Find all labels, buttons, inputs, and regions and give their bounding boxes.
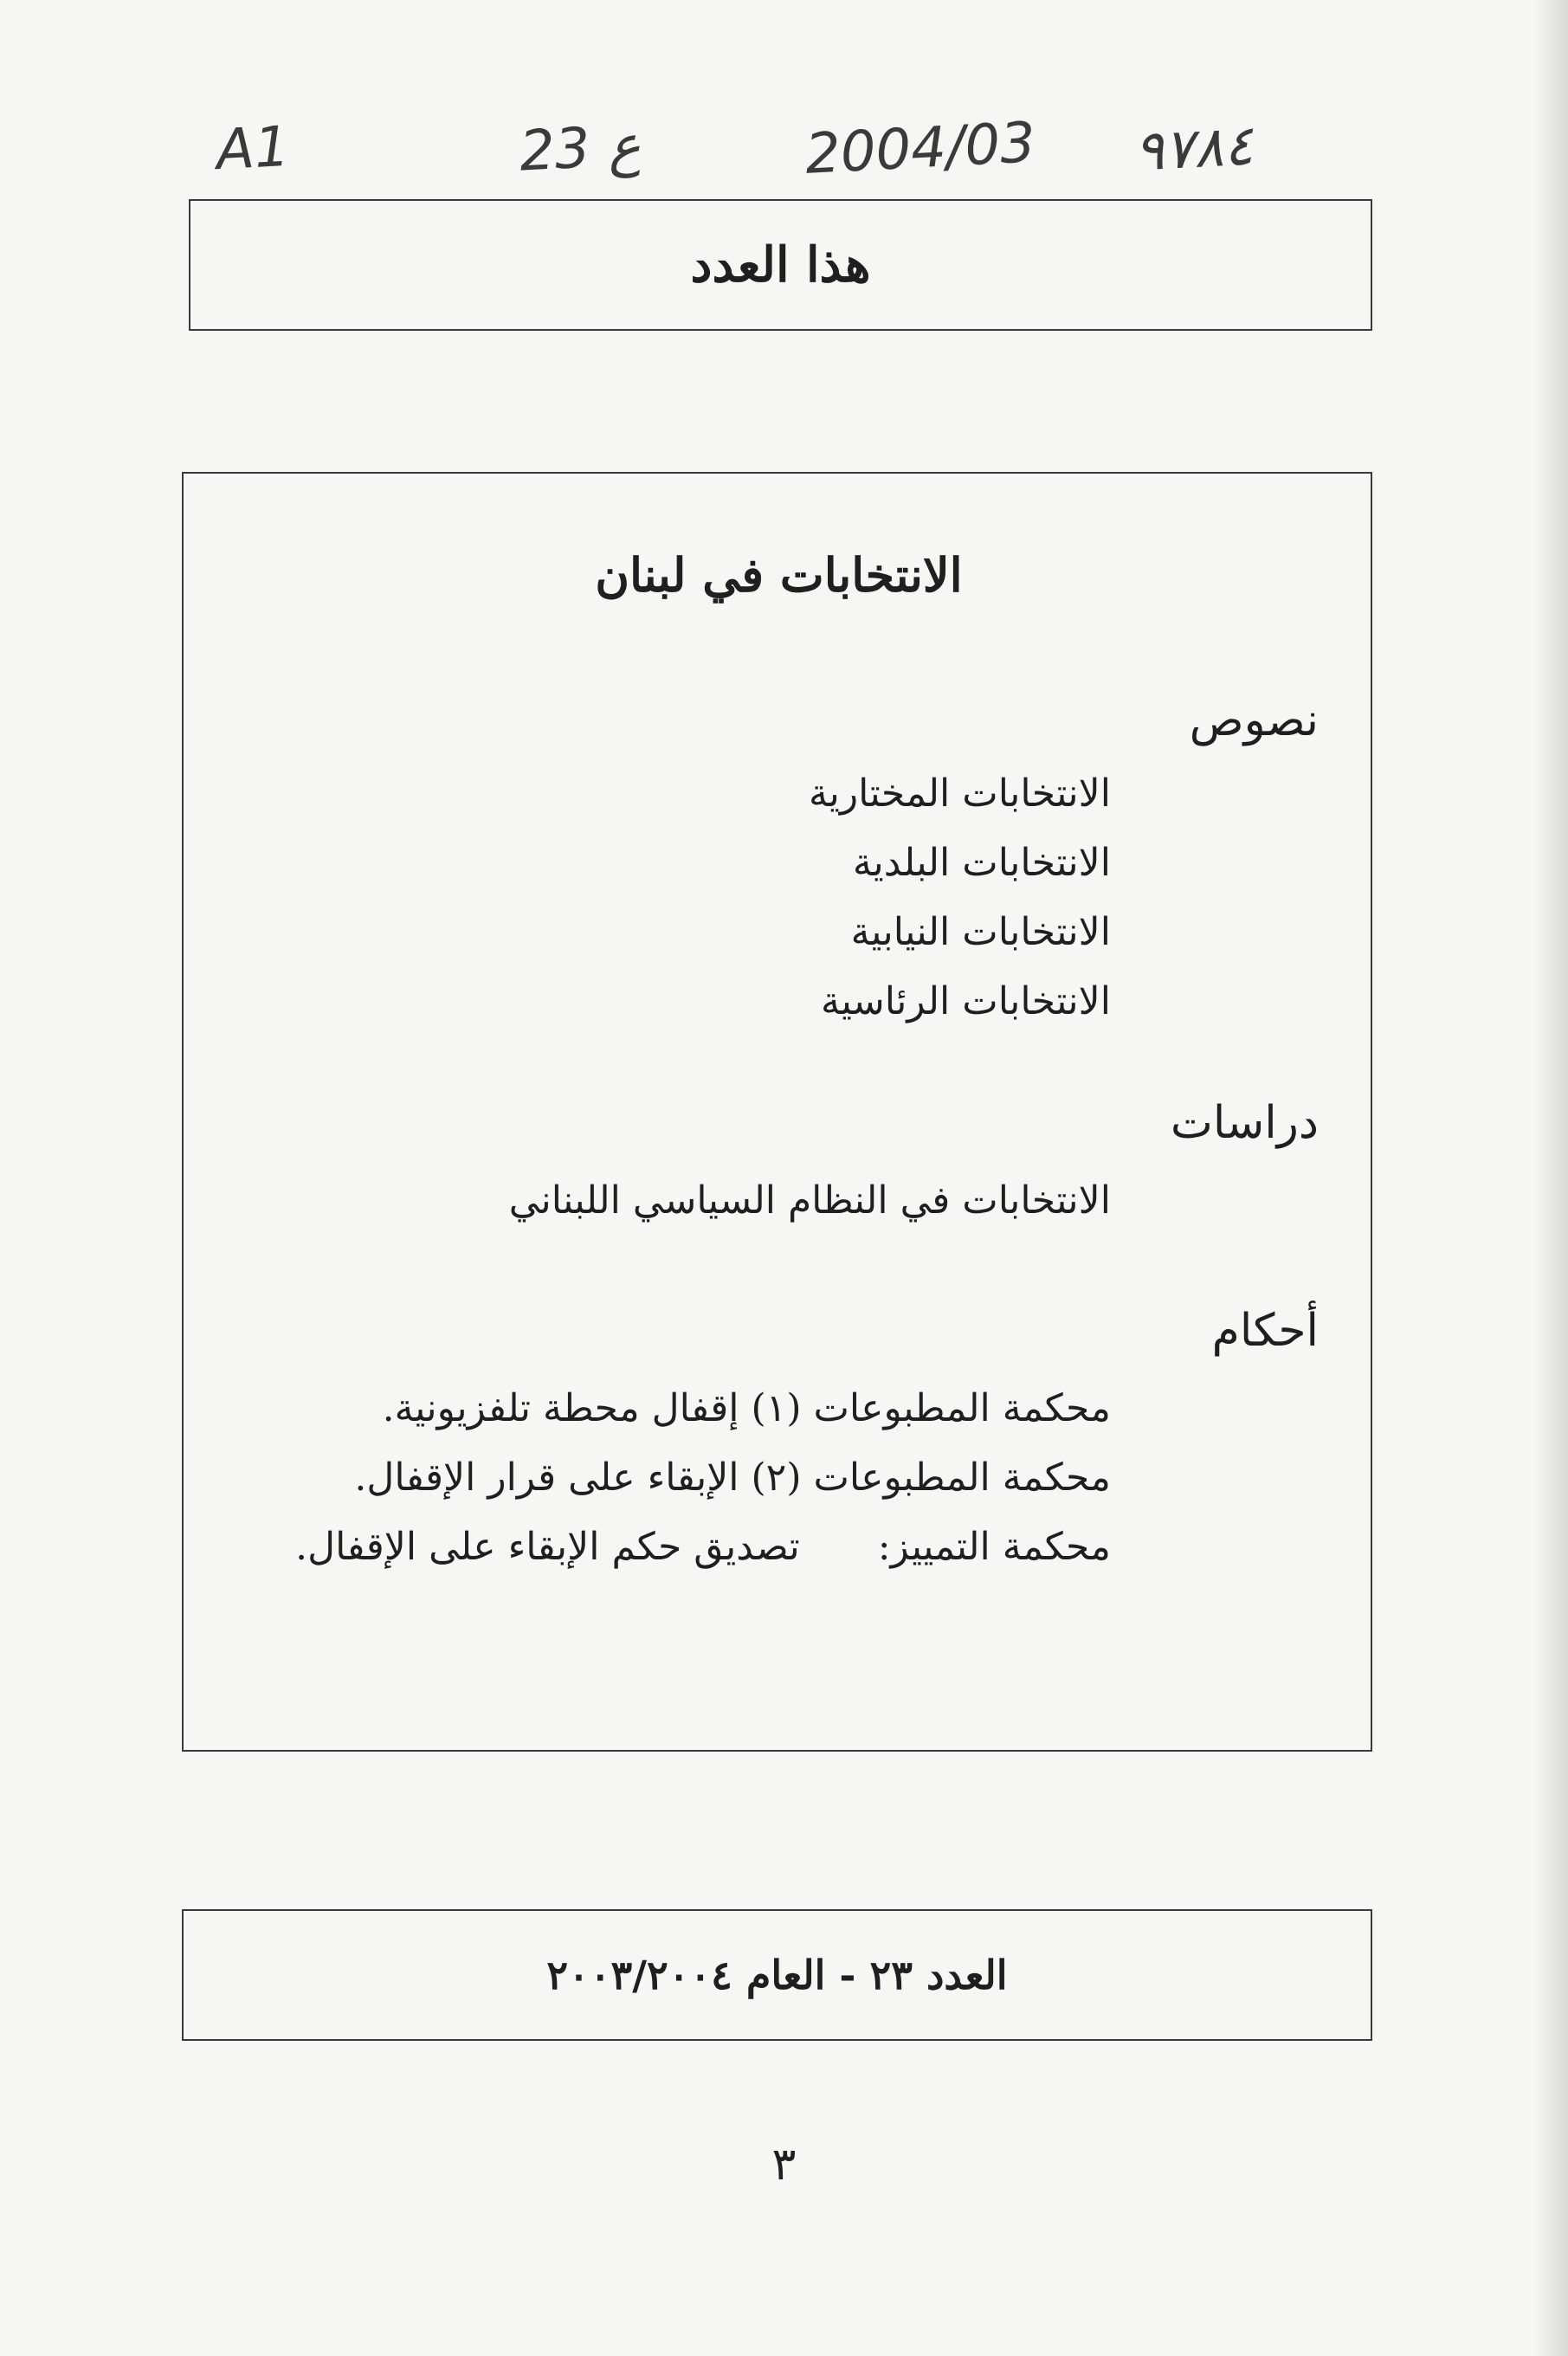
handwritten-date: 2004/03 bbox=[803, 111, 1037, 187]
list-item: محكمة المطبوعات (١) إقفال محطة تلفزيونية. bbox=[382, 1386, 1111, 1430]
page-edge-shadow bbox=[1533, 0, 1568, 2356]
rulings-list bbox=[280, 1374, 1111, 1582]
section-label-studies: دراسات bbox=[1170, 1097, 1319, 1149]
handwritten-issue: 23 ع bbox=[518, 113, 642, 184]
page-number: ٣ bbox=[771, 2139, 797, 2191]
list-item: الانتخابات البلدية bbox=[852, 841, 1111, 885]
list-item: الانتخابات الرئاسية bbox=[820, 979, 1111, 1023]
ruling-description: تصديق حكم الإبقاء على الإقفال. bbox=[295, 1525, 800, 1569]
header-box bbox=[189, 199, 1372, 331]
list-item: الانتخابات في النظام السياسي اللبناني bbox=[508, 1178, 1111, 1223]
handwritten-serial: ٩٧٨٤ bbox=[1132, 113, 1255, 184]
footer-box bbox=[182, 1909, 1372, 2041]
list-item: الانتخابات المختارية bbox=[809, 771, 1111, 816]
section-label-rulings: أحكام bbox=[1211, 1305, 1319, 1357]
list-item bbox=[280, 1513, 1111, 1582]
list-item: الانتخابات النيابية bbox=[850, 910, 1111, 954]
contents-heading: الانتخابات في لبنان bbox=[595, 547, 963, 603]
ruling-court: محكمة التمييز: bbox=[877, 1525, 1111, 1569]
texts-list bbox=[809, 759, 1111, 1036]
page-title: هذا العدد bbox=[690, 236, 871, 294]
list-item: محكمة المطبوعات (٢) الإبقاء على قرار الإقفال. bbox=[354, 1456, 1111, 1500]
handwritten-reference: A1 bbox=[215, 114, 292, 184]
handwritten-notes bbox=[0, 111, 1568, 212]
section-label-texts: نصوص bbox=[1189, 694, 1319, 746]
issue-line: العدد ٢٣ - العام ٢٠٠٣/٢٠٠٤ bbox=[546, 1952, 1008, 1998]
studies-list bbox=[509, 1166, 1111, 1236]
contents-box bbox=[182, 472, 1372, 1752]
